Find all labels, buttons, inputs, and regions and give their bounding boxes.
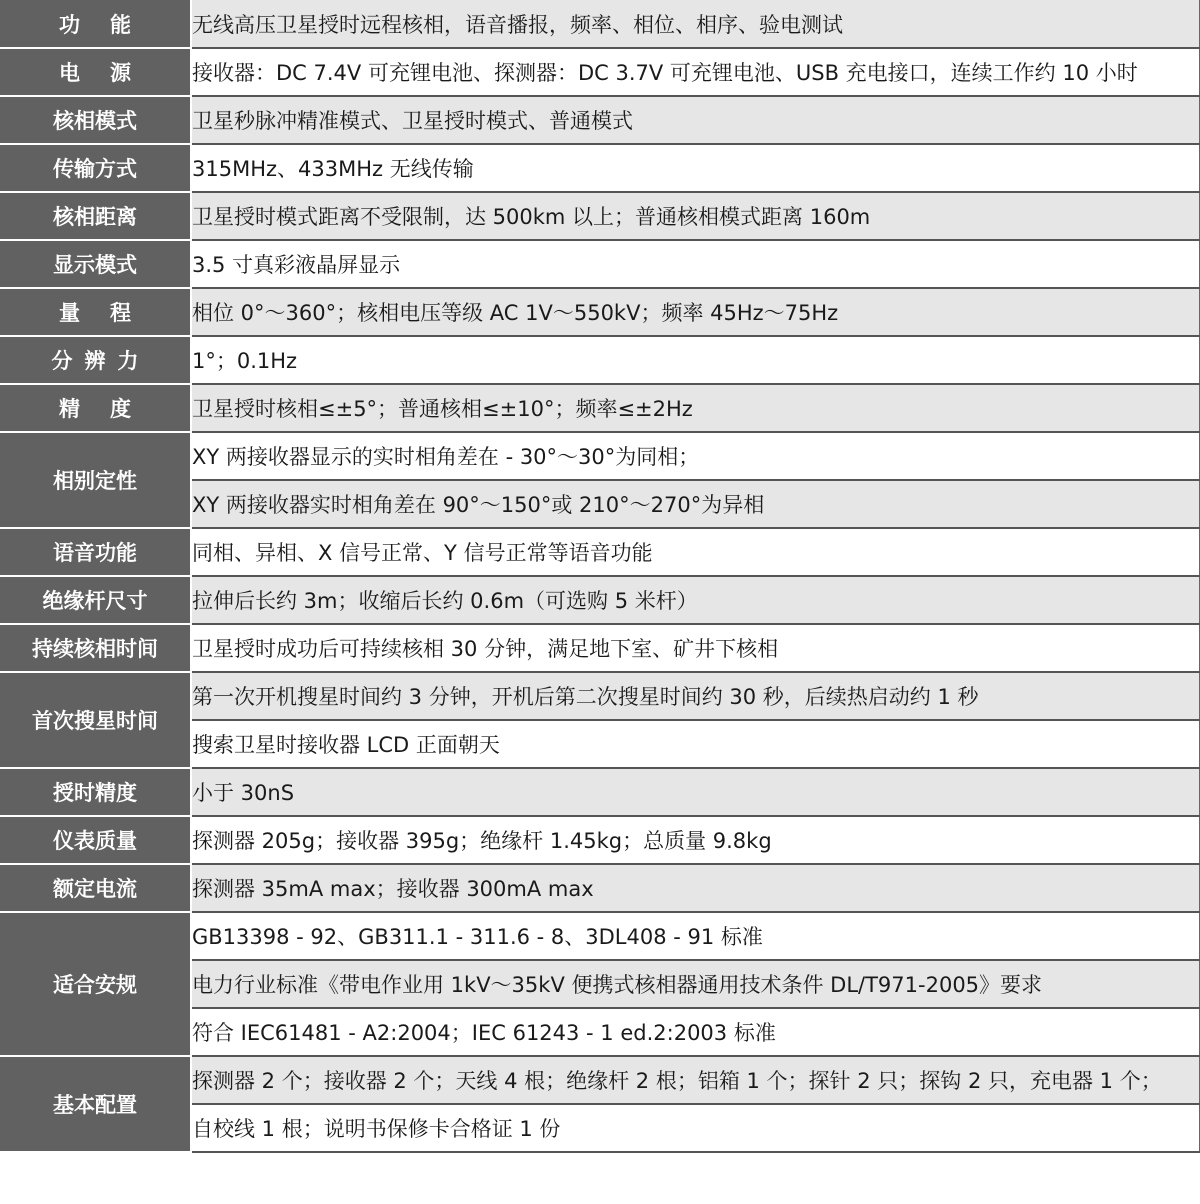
spec-label-text: 显示模式 (53, 253, 137, 277)
spec-value: 符合 IEC61481 - A2:2004；IEC 61243 - 1 ed.2:2003 标准 (191, 1008, 1200, 1056)
spec-label (0, 624, 191, 672)
spec-label-text: 量程 (59, 301, 161, 325)
spec-label (0, 576, 191, 624)
spec-value: 3.5 寸真彩液晶屏显示 (191, 240, 1200, 288)
table-row (0, 1056, 1200, 1104)
spec-value: 自校线 1 根；说明书保修卡合格证 1 份 (191, 1104, 1200, 1152)
table-row (0, 0, 1200, 48)
spec-label-text: 授时精度 (53, 781, 137, 805)
table-row (0, 336, 1200, 384)
spec-value: 探测器 2 个；接收器 2 个；天线 4 根；绝缘杆 2 根；铝箱 1 个；探针 2 只；探钩 2 只，充电器 1 个； (191, 1056, 1200, 1104)
spec-value: 第一次开机搜星时间约 3 分钟，开机后第二次搜星时间约 30 秒，后续热启动约 1 秒 (191, 672, 1200, 720)
spec-label (0, 48, 191, 96)
spec-label-text: 绝缘杆尺寸 (42, 589, 148, 613)
spec-label (0, 768, 191, 816)
spec-value: 315MHz、433MHz 无线传输 (191, 144, 1200, 192)
table-row (0, 144, 1200, 192)
spec-label (0, 432, 191, 528)
table-row (0, 576, 1200, 624)
table-row (0, 528, 1200, 576)
spec-label-text: 首次搜星时间 (32, 709, 158, 733)
spec-label-text: 额定电流 (53, 877, 137, 901)
spec-label-text: 功能 (59, 12, 161, 37)
spec-value: 卫星授时核相≤±5°；普通核相≤±10°；频率≤±2Hz (191, 384, 1200, 432)
spec-label-text: 核相距离 (53, 205, 137, 229)
spec-value: GB13398 - 92、GB311.1 - 311.6 - 8、3DL408 - 91 标准 (191, 912, 1200, 960)
spec-value: 小于 30nS (191, 768, 1200, 816)
spec-value: 卫星授时模式距离不受限制，达 500km 以上；普通核相模式距离 160m (191, 192, 1200, 240)
spec-label (0, 144, 191, 192)
spec-value: 探测器 205g；接收器 395g；绝缘杆 1.45kg；总质量 9.8kg (191, 816, 1200, 864)
table-row (0, 384, 1200, 432)
table-row (0, 288, 1200, 336)
spec-label-text: 分辨力 (51, 349, 151, 373)
spec-value: 卫星授时成功后可持续核相 30 分钟，满足地下室、矿井下核相 (191, 624, 1200, 672)
spec-value: XY 两接收器实时相角差在 90°～150°或 210°～270°为异相 (191, 480, 1200, 528)
spec-value: 电力行业标准《带电作业用 1kV～35kV 便携式核相器通用技术条件 DL/T971-2005》要求 (191, 960, 1200, 1008)
table-row (0, 912, 1200, 960)
spec-label-text: 语音功能 (53, 541, 137, 565)
spec-value: XY 两接收器显示的实时相角差在 - 30°～30°为同相； (191, 432, 1200, 480)
table-row (0, 624, 1200, 672)
spec-value: 相位 0°～360°；核相电压等级 AC 1V～550kV；频率 45Hz～75Hz (191, 288, 1200, 336)
table-row (0, 432, 1200, 480)
spec-value: 无线高压卫星授时远程核相，语音播报，频率、相位、相序、验电测试 (191, 0, 1200, 48)
spec-value: 卫星秒脉冲精准模式、卫星授时模式、普通模式 (191, 96, 1200, 144)
spec-label (0, 912, 191, 1056)
spec-label (0, 0, 191, 48)
spec-label-text: 相别定性 (53, 469, 137, 493)
spec-label-text: 适合安规 (53, 973, 137, 997)
spec-value: 拉伸后长约 3m；收缩后长约 0.6m（可选购 5 米杆） (191, 576, 1200, 624)
spec-label (0, 672, 191, 768)
table-row (0, 864, 1200, 912)
spec-label (0, 816, 191, 864)
spec-value: 1°；0.1Hz (191, 336, 1200, 384)
spec-label (0, 192, 191, 240)
spec-label (0, 240, 191, 288)
spec-label (0, 1056, 191, 1152)
spec-value: 同相、异相、X 信号正常、Y 信号正常等语音功能 (191, 528, 1200, 576)
spec-label-text: 核相模式 (53, 109, 137, 133)
table-row (0, 768, 1200, 816)
spec-value: 搜索卫星时接收器 LCD 正面朝天 (191, 720, 1200, 768)
spec-label (0, 864, 191, 912)
spec-label-text: 持续核相时间 (32, 637, 158, 661)
spec-value: 接收器：DC 7.4V 可充锂电池、探测器：DC 3.7V 可充锂电池、USB 充电接口，连续工作约 10 小时 (191, 48, 1200, 96)
table-row (0, 672, 1200, 720)
table-row (0, 192, 1200, 240)
spec-label (0, 288, 191, 336)
spec-label (0, 96, 191, 144)
spec-label-text: 基本配置 (53, 1093, 137, 1117)
spec-label-text: 电源 (59, 61, 161, 85)
table-row (0, 96, 1200, 144)
spec-label-text: 传输方式 (53, 157, 137, 181)
spec-label-text: 精度 (59, 397, 161, 421)
spec-label-text: 仪表质量 (53, 829, 137, 853)
table-row (0, 240, 1200, 288)
spec-label (0, 528, 191, 576)
spec-value: 探测器 35mA max；接收器 300mA max (191, 864, 1200, 912)
table-row (0, 48, 1200, 96)
spec-label (0, 336, 191, 384)
spec-label (0, 384, 191, 432)
table-row (0, 816, 1200, 864)
